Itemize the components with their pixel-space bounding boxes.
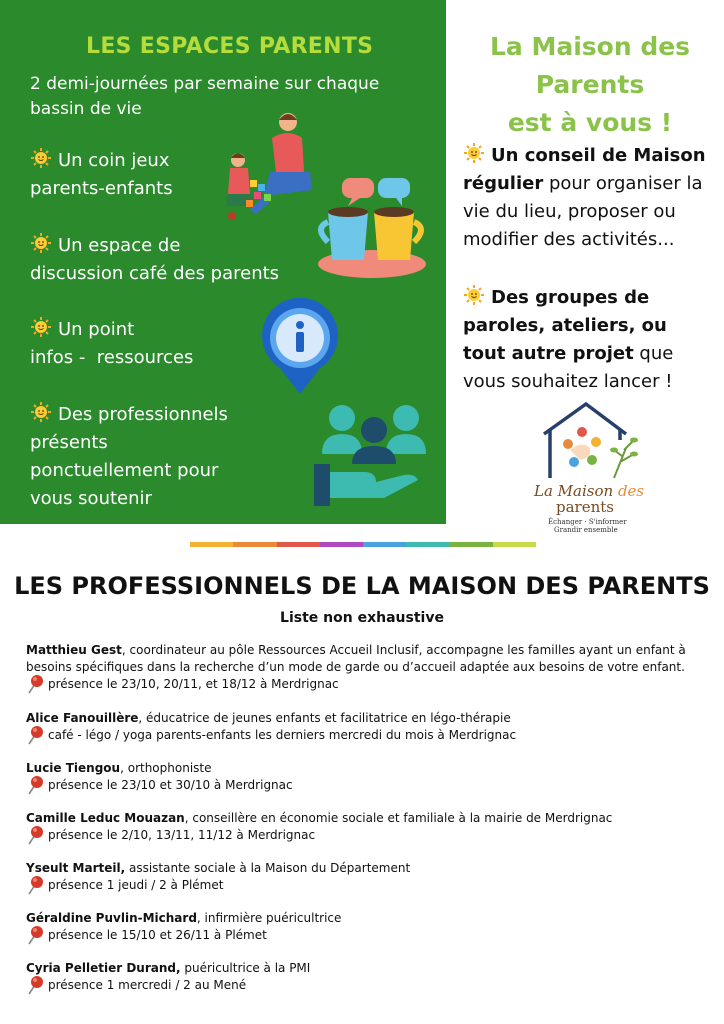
espaces-parents-title: LES ESPACES PARENTS (86, 34, 374, 59)
item-professionnels: Des professionnels présents ponctuellement pour vous soutenir (30, 401, 228, 513)
logo-wordmark-parents: parents (556, 498, 614, 516)
professional-entry: Géraldine Puvlin-Michard, infirmière puéricultrice présence le 15/10 et 26/11 à Plémet (26, 910, 706, 944)
pushpin-icon (26, 875, 44, 895)
professional-entry: Cyria Pelletier Durand, puéricultrice à la PMI présence 1 mercredi / 2 au Mené (26, 960, 706, 994)
espaces-parents-intro: 2 demi-journées par semaine sur chaque bassin de vie (30, 74, 380, 119)
pushpin-icon (26, 975, 44, 995)
professional-entry: Lucie Tiengou, orthophoniste présence le 23/10 et 30/10 à Merdrignac (26, 760, 706, 794)
maison-parents-heading: La Maison des Parents est à vous ! (489, 32, 691, 137)
professionnels-title: LES PROFESSIONNELS DE LA MAISON DES PARENTS (14, 572, 710, 600)
sun-icon (30, 316, 52, 338)
info-pin-icon (258, 298, 342, 396)
professionnels-subtitle: Liste non exhaustive (280, 610, 444, 626)
family-playing-icon (220, 110, 320, 230)
groupes-paroles-block: Des groupes de paroles, ateliers, ou tout autre projet que vous souhaitez lancer ! (463, 284, 713, 396)
sun-icon (30, 232, 52, 254)
logo-tagline: Échanger · S'informer Grandir ensemble (548, 518, 627, 534)
support-hand-icon (314, 402, 434, 508)
professional-entry: Camille Leduc Mouazan, conseillère en économie sociale et familiale à la mairie de Merdrignac présence le 2/10, 13/11, 11/12 à Merdrignac (26, 810, 706, 844)
sun-icon (30, 401, 52, 423)
item-coin-jeux: Un coin jeux parents-enfants (30, 147, 173, 203)
professional-entry: Yseult Marteil, assistante sociale à la Maison du Département présence 1 jeudi / 2 à Plémet (26, 860, 706, 894)
conseil-maison-block: Un conseil de Maison régulier pour organiser la vie du lieu, proposer ou modifier des activités... (463, 142, 713, 254)
pushpin-icon (26, 674, 44, 694)
pushpin-icon (26, 925, 44, 945)
pushpin-icon (26, 725, 44, 745)
sun-icon (463, 142, 485, 164)
coffee-cups-icon (312, 178, 434, 282)
espaces-parents-panel (0, 0, 446, 524)
pushpin-icon (26, 775, 44, 795)
maison-parents-logo (530, 400, 650, 538)
rainbow-separator (190, 542, 536, 547)
pushpin-icon (26, 825, 44, 845)
professional-entry: Alice Fanouillère, éducatrice de jeunes enfants et facilitatrice en légo-thérapie café - légo / yoga parents-enfants les derniers mercredi du mois à Merdrignac (26, 710, 706, 744)
professional-entry: Matthieu Gest, coordinateur au pôle Ressources Accueil Inclusif, accompagne les familles ayant un enfant à besoins spécifiques dans la recherche d’un mode de garde ou d’accueil adaptée aux besoins de votre enfant. présence le 23/10, 20/11, et 18/12 à Merdrignac (26, 642, 706, 693)
logo-wordmark: La Maison des (534, 482, 645, 500)
item-point-infos: Un point infos - ressources (30, 316, 193, 372)
house-family-logo-icon (530, 400, 650, 490)
sun-icon (30, 147, 52, 169)
item-espace-discussion: Un espace de discussion café des parents (30, 232, 279, 288)
sun-icon (463, 284, 485, 306)
